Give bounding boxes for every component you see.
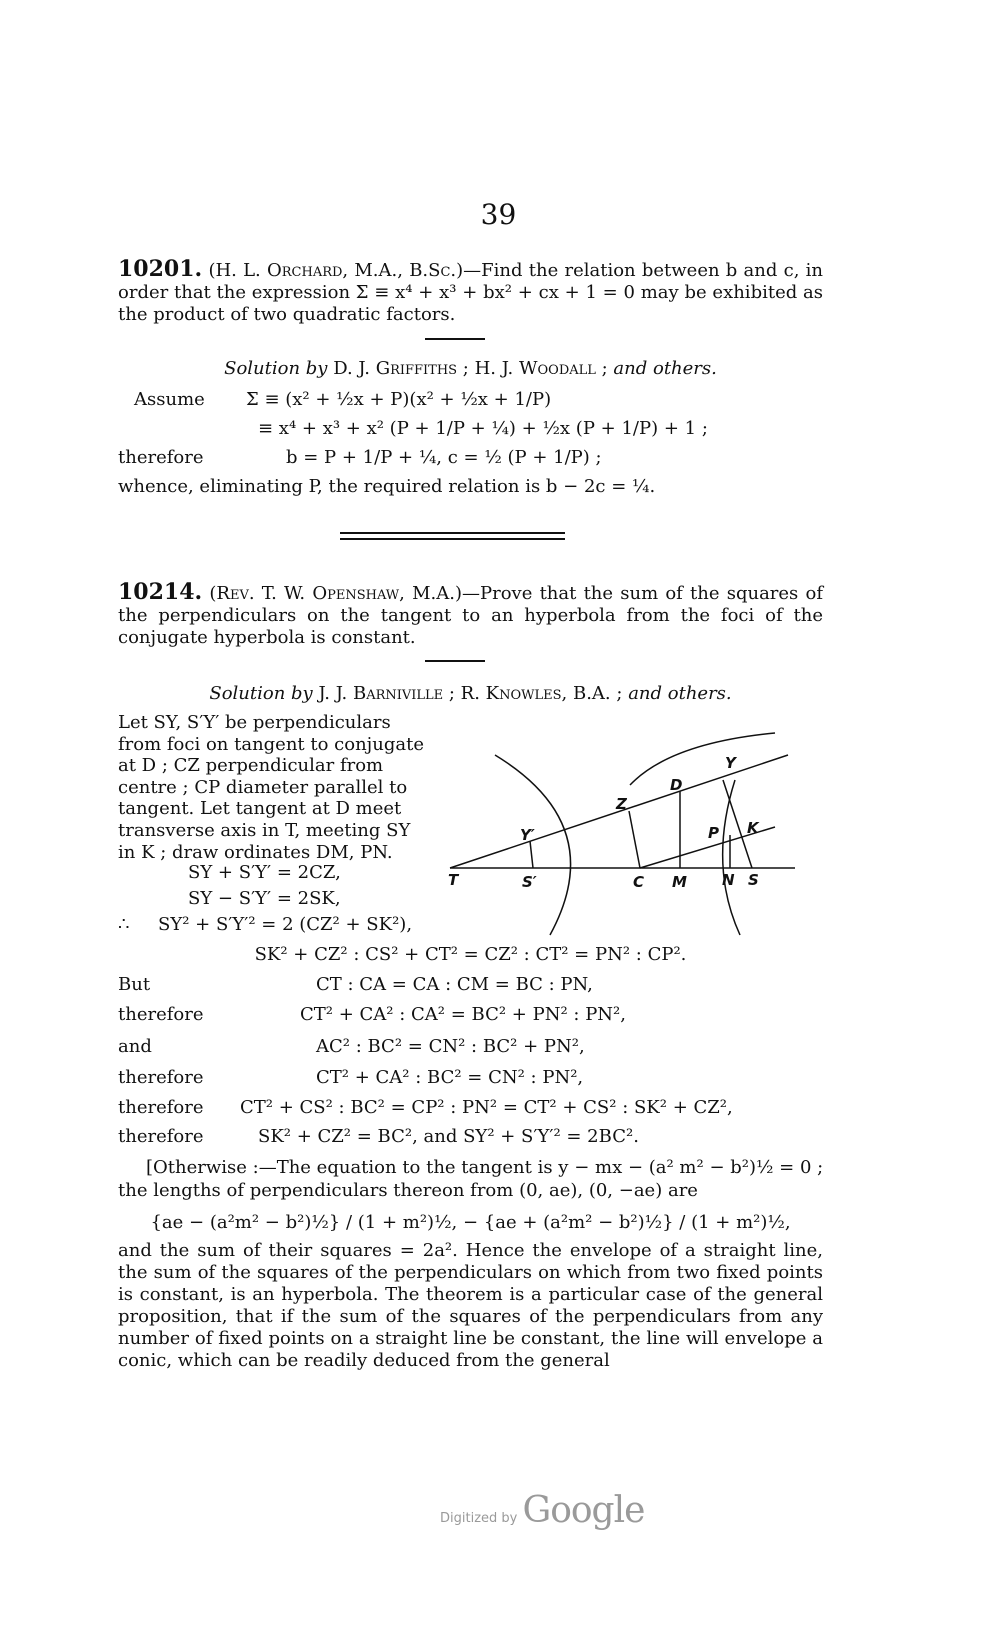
equation-line [118, 418, 823, 444]
question-text: —Prove that the sum of the squares of the perpendiculars on the tangent to an hyperbola from the foci of the conjugate hyperbola is constant. [118, 583, 823, 648]
conjugate-hyperbola-left [495, 755, 571, 935]
hyperbola-diagram [450, 725, 800, 945]
line-label: Assume [134, 389, 205, 410]
digitized-text: Digitized by [440, 1511, 518, 1526]
line-label: and [118, 1036, 152, 1057]
page-number: 39 [480, 198, 517, 231]
equation: CT² + CS² : BC² = CP² : PN² = CT² + CS² : SK² + CZ², [240, 1097, 733, 1118]
equation: b = P + 1/P + ¼, c = ½ (P + 1/P) ; [286, 447, 602, 468]
short-rule [425, 660, 485, 662]
equation: SY + S′Y′ = 2CZ, [188, 862, 341, 883]
therefore-symbol: ∴ [118, 914, 130, 935]
question-10201 [118, 258, 823, 326]
line-label: But [118, 974, 151, 995]
otherwise-text: [Otherwise :—The equation to the tangent is y − mx − (a² m² − b²)½ = 0 ; [146, 1157, 824, 1178]
equation-line [118, 447, 823, 473]
question-number: 10214. [118, 579, 203, 605]
equation: SK² + CZ² = BC², and SY² + S′Y′² = 2BC². [258, 1126, 639, 1147]
equation-line [118, 1097, 823, 1123]
label-D: D [670, 776, 683, 794]
equation-line [118, 974, 823, 1000]
label-Y-prime: Y′ [520, 826, 535, 844]
closing-paragraph: and the sum of their squares = 2a². Hence the envelope of a straight line, the sum of the squares of the perpendiculars on which from two fixed points is constant, is an hyperbola. The theorem is a particular case of the general proposition, that if the sum of the squares of the perpendiculars from any number of fixed points on a straight line be constant, the line will envelope a conic, which can be readily deduced from the general [118, 1240, 823, 1371]
conclusion-line [118, 476, 823, 502]
line-label: therefore [118, 1067, 204, 1088]
intro-line: from foci on tangent to conjugate [118, 733, 424, 755]
solution-heading [118, 358, 823, 379]
label-P: P [708, 824, 719, 842]
label-S-prime: S′ [522, 873, 537, 891]
perpendicular-sy1 [530, 841, 533, 868]
intro-line: centre ; CP diameter parallel to [118, 776, 408, 798]
line-label: therefore [118, 447, 204, 468]
label-N: N [722, 871, 735, 889]
solution-prefix: Solution by [224, 358, 328, 379]
equation-line [118, 389, 823, 415]
equation: Σ ≡ (x² + ½x + P)(x² + ½x + 1/P) [246, 389, 552, 410]
conjugate-hyperbola-right [630, 733, 775, 785]
intro-line: in K ; draw ordinates DM, PN. [118, 841, 393, 863]
equation: CT² + CA² : CA² = BC² + PN² : PN², [300, 1004, 626, 1025]
otherwise-line [118, 1180, 823, 1206]
short-rule [425, 338, 485, 340]
label-Y: Y [725, 754, 736, 772]
equation: SY² + S′Y′² = 2 (CZ² + SK²), [158, 914, 413, 935]
perpendicular-lengths: {ae − (a²m² − b²)½} / (1 + m²)½, − {ae + (a²m² − b²)½} / (1 + m²)½, [150, 1212, 791, 1233]
question-number: 10201. [118, 256, 203, 282]
solution-prefix: Solution by [209, 683, 313, 704]
double-rule-top [340, 532, 565, 534]
solution-suffix: and others. [613, 358, 717, 379]
line-label: therefore [118, 1004, 204, 1025]
intro-line: transverse axis in T, meeting SY [118, 819, 411, 841]
label-S: S [748, 871, 759, 889]
equation: ≡ x⁴ + x³ + x² (P + 1/P + ¼) + ½x (P + 1/P) + 1 ; [258, 418, 708, 439]
question-text: —Find the relation between b and c, in order that the expression Σ ≡ x⁴ + x³ + bx² + cx + 1 = 0 may be exhibited as the product of two quadratic factors. [118, 260, 823, 325]
line-label: therefore [118, 1097, 204, 1118]
question-author: (Rev. T. W. Openshaw, M.A.) [209, 583, 462, 604]
double-rule-bottom [340, 538, 565, 540]
label-M: M [672, 873, 687, 891]
label-K: K [747, 819, 759, 837]
conclusion: whence, eliminating P, the required relation is b − 2c = ¼. [118, 476, 656, 497]
solvers: J. J. Barniville ; R. Knowles, B.A. ; [318, 683, 623, 704]
equation: CT : CA = CA : CM = BC : PN, [316, 974, 593, 995]
label-C: C [633, 873, 645, 891]
digitized-footer [440, 1490, 644, 1531]
intro-line: Let SY, S′Y′ be perpendiculars [118, 712, 391, 733]
equation-line [118, 1004, 823, 1030]
label-Z: Z [616, 795, 627, 813]
intro-line: at D ; CZ perpendicular from [118, 755, 384, 777]
equation: AC² : BC² = CN² : BC² + PN², [316, 1036, 585, 1057]
question-10214 [118, 581, 823, 649]
google-logo: Google [522, 1490, 645, 1531]
otherwise-text: the lengths of perpendiculars thereon from (0, ae), (0, −ae) are [118, 1180, 698, 1201]
equation-line [118, 1126, 823, 1152]
question-author: (H. L. Orchard, M.A., B.Sc.) [208, 260, 464, 281]
intro-line: tangent. Let tangent at D meet [118, 798, 402, 820]
equation-line [118, 1036, 823, 1062]
equation-line [118, 1067, 823, 1093]
solution-heading [118, 683, 823, 704]
intro-paragraph [118, 712, 438, 863]
solvers: D. J. Griffiths ; H. J. Woodall ; [333, 358, 608, 379]
equation: SY − S′Y′ = 2SK, [188, 888, 341, 909]
label-T: T [448, 871, 459, 889]
equation: CT² + CA² : BC² = CN² : PN², [316, 1067, 584, 1088]
solution-suffix: and others. [628, 683, 732, 704]
line-label: therefore [118, 1126, 204, 1147]
perpendicular-cz [629, 811, 640, 868]
proportion-equation: SK² + CZ² : CS² + CT² = CZ² : CT² = PN² : CP². [254, 944, 687, 965]
